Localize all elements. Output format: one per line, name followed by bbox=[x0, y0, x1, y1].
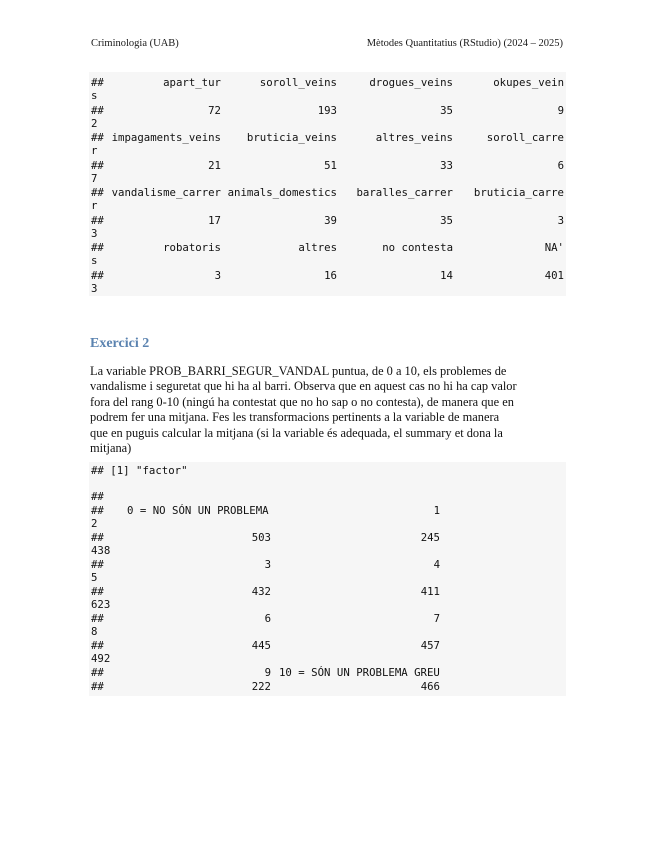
wrapped-char: 492 bbox=[91, 652, 111, 665]
table-cell: 7 bbox=[433, 612, 440, 625]
table-cell: 4 bbox=[433, 558, 440, 571]
table-cell: 33 bbox=[440, 158, 453, 172]
wrapped-char: 623 bbox=[91, 598, 111, 611]
wrapped-char: 7 bbox=[91, 171, 98, 185]
paragraph-line: vandalisme i seguretat que hi ha al barri. Observa que en aquest cas no hi ha cap valor bbox=[90, 379, 517, 394]
table-cell: bruticia_veins bbox=[246, 131, 337, 144]
paragraph-line: podrem fer una mitjana. Fes les transformacions pertinents a la variable de manera bbox=[90, 410, 500, 425]
table-cell: 1 bbox=[433, 504, 440, 517]
table-cell: altres bbox=[298, 241, 337, 254]
wrapped-char: r bbox=[91, 144, 98, 157]
table-cell: drogues_veins bbox=[369, 76, 453, 89]
wrapped-char: r bbox=[91, 199, 98, 212]
table-cell: 39 bbox=[324, 213, 337, 227]
table-cell: 14 bbox=[440, 268, 453, 282]
row-prefix: ## bbox=[91, 558, 104, 571]
table-cell: NA' bbox=[544, 241, 564, 254]
table-cell: robatoris bbox=[163, 241, 221, 254]
table-cell: bruticia_carre bbox=[473, 186, 564, 199]
wrapped-char: 438 bbox=[91, 544, 111, 557]
table-cell: 35 bbox=[440, 103, 453, 117]
table-cell: 3 bbox=[214, 268, 221, 282]
header-left: Criminologia (UAB) bbox=[91, 38, 179, 49]
wrapped-char: 3 bbox=[91, 281, 98, 295]
table-cell: 35 bbox=[440, 213, 453, 227]
row-prefix: ## bbox=[91, 241, 104, 254]
row-prefix: ## bbox=[91, 531, 104, 544]
row-prefix: ## bbox=[91, 131, 104, 144]
row-prefix: ## bbox=[91, 639, 104, 652]
row-prefix: ## bbox=[91, 268, 104, 282]
header-right: Mètodes Quantitatius (RStudio) (2024 – 2025) bbox=[366, 38, 563, 49]
section-heading: Exercici 2 bbox=[90, 336, 150, 351]
row-prefix: ## bbox=[91, 186, 104, 199]
table-cell: 245 bbox=[420, 531, 440, 544]
exercise-paragraph bbox=[90, 364, 566, 456]
row-prefix: ## bbox=[91, 76, 104, 89]
table-cell: vandalisme_carrer bbox=[111, 186, 221, 199]
row-prefix: ## bbox=[91, 158, 104, 172]
table-cell: 466 bbox=[420, 680, 440, 693]
table-cell: 432 bbox=[251, 585, 271, 598]
code-output-table-1 bbox=[89, 72, 566, 296]
table-cell: 0 = NO SÓN UN PROBLEMA bbox=[127, 504, 269, 517]
row-prefix: ## bbox=[91, 103, 104, 117]
table-cell: 193 bbox=[317, 103, 337, 117]
table-cell: 51 bbox=[324, 158, 337, 172]
row-prefix: ## bbox=[91, 612, 104, 625]
wrapped-char: s bbox=[91, 254, 98, 267]
class-output: ## [1] "factor" bbox=[91, 464, 188, 477]
table-cell: okupes_vein bbox=[493, 76, 564, 89]
table-cell: 72 bbox=[208, 103, 221, 117]
table-cell: no contesta bbox=[382, 241, 453, 254]
paragraph-line: mitjana) bbox=[90, 441, 132, 456]
table-cell: 17 bbox=[208, 213, 221, 227]
wrapped-char: 2 bbox=[91, 517, 98, 530]
table-cell: 21 bbox=[208, 158, 221, 172]
table-cell: 16 bbox=[324, 268, 337, 282]
table-cell: baralles_carrer bbox=[356, 186, 453, 199]
paragraph-line: fora del rang 0-10 (ningú ha contestat que no ho sap o no contesta), de manera que en bbox=[90, 394, 514, 409]
table-cell: 3 bbox=[557, 213, 564, 227]
table-cell: 6 bbox=[264, 612, 271, 625]
table-cell: impagaments_veins bbox=[111, 131, 221, 144]
table-cell: 445 bbox=[251, 639, 271, 652]
table-cell: apart_tur bbox=[163, 76, 221, 89]
paragraph-line: La variable PROB_BARRI_SEGUR_VANDAL puntua, de 0 a 10, els problemes de bbox=[90, 364, 507, 378]
table-cell: soroll_carre bbox=[486, 131, 564, 144]
paragraph-line: que en puguis calcular la mitjana (si la variable és adequada, el summary et dona la bbox=[90, 425, 503, 440]
table-cell: altres_veins bbox=[375, 131, 453, 144]
table-cell: 401 bbox=[544, 268, 564, 282]
row-prefix: ## bbox=[91, 213, 104, 227]
table-cell: animals_domestics bbox=[227, 186, 337, 199]
row-prefix: ## bbox=[91, 680, 104, 693]
code-output-table-2 bbox=[89, 462, 566, 696]
wrapped-char: s bbox=[91, 89, 98, 102]
table-cell: 10 = SÓN UN PROBLEMA GREU bbox=[279, 666, 440, 679]
wrapped-char: 3 bbox=[91, 226, 98, 240]
table-cell: 411 bbox=[420, 585, 440, 598]
wrapped-char: 5 bbox=[91, 571, 98, 584]
table-cell: 503 bbox=[251, 531, 271, 544]
table-cell: soroll_veins bbox=[259, 76, 337, 89]
table-cell: 6 bbox=[557, 158, 564, 172]
row-prefix: ## bbox=[91, 666, 104, 679]
row-prefix: ## bbox=[91, 585, 104, 598]
row-prefix: ## bbox=[91, 490, 104, 503]
table-cell: 9 bbox=[264, 666, 271, 679]
row-prefix: ## bbox=[91, 504, 104, 517]
table-cell: 457 bbox=[420, 639, 440, 652]
table-cell: 222 bbox=[251, 680, 271, 693]
table-cell: 3 bbox=[264, 558, 271, 571]
wrapped-char: 2 bbox=[91, 116, 98, 130]
table-cell: 9 bbox=[557, 103, 564, 117]
wrapped-char: 8 bbox=[91, 625, 98, 638]
